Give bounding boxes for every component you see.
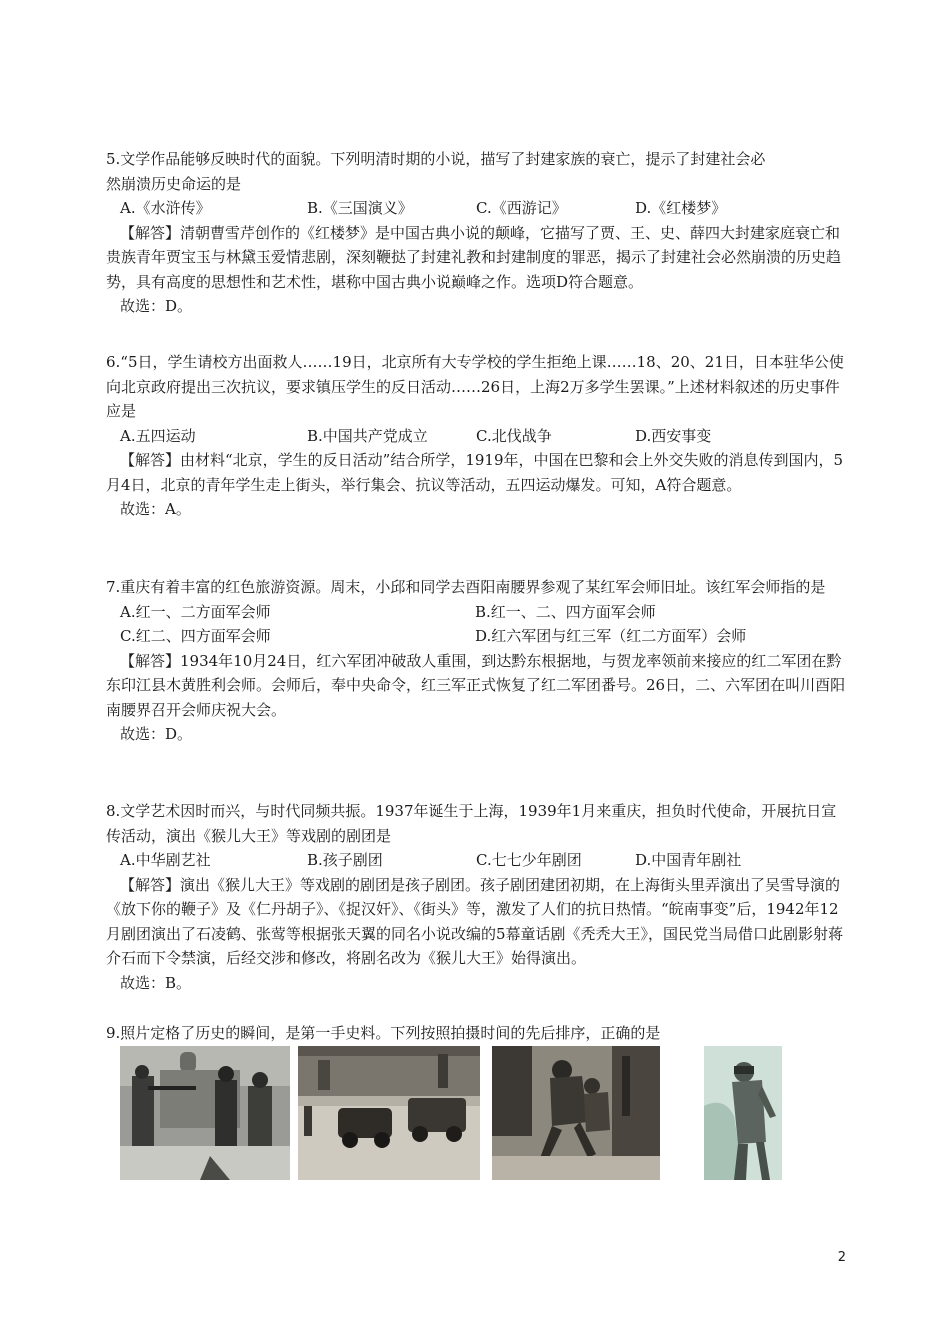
option-d: D.西安事变: [635, 426, 712, 445]
question-7-options-row-1: [106, 600, 846, 625]
question-8: [106, 799, 846, 995]
question-5-choice: 故选：D。: [120, 297, 193, 315]
question-8-stem: 8.文学艺术因时而兴，与时代同频共振。1937年诞生于上海，1939年1月来重庆，担负时代使命，开展抗日宣传活动，演出《猴儿大王》等戏剧的剧团是: [106, 802, 837, 845]
option-b: B.红一、二、四方面军会师: [475, 602, 656, 621]
option-b: B.《三国演义》: [307, 199, 413, 217]
historical-photo-1: [120, 1046, 290, 1180]
question-7-options-row-2: [106, 624, 846, 649]
question-9-photos: [0, 1046, 950, 1182]
question-9-stem: 9.照片定格了历史的瞬间，是第一手史料。下列按照拍摄时间的先后排序，正确的是: [106, 1024, 661, 1042]
option-d: D.《红楼梦》: [635, 199, 727, 217]
question-6-choice: 故选：A。: [120, 500, 191, 518]
option-a: A.《水浒传》: [120, 199, 211, 217]
option-c: C.红二、四方面军会师: [120, 627, 271, 645]
question-6-answer: 【解答】由材料“北京，学生的反日活动”结合所学，1919年，中国在巴黎和会上外交失败的消息传到国内，5月4日，北京的青年学生走上街头，举行集会、抗议等活动，五四运动爆发。可知，A符合题意。: [106, 451, 844, 494]
option-d: D.中国青年剧社: [635, 851, 742, 869]
historical-photo-3: [492, 1046, 660, 1180]
question-5-answer: 【解答】清朝曹雪芹创作的《红楼梦》是中国古典小说的颠峰，它描写了贾、王、史、薛四大封建家庭衰亡和贵族青年贾宝玉与林黛玉爱情悲剧，深刻鞭挞了封建礼教和封建制度的罪恶，揭示了封建社会必然崩溃的历史趋势，具有高度的思想性和艺术性，堪称中国古典小说巅峰之作。选项D符合题意。: [106, 223, 842, 291]
question-8-options: [106, 848, 846, 873]
question-7: [106, 575, 846, 747]
option-c: C.北伐战争: [476, 426, 552, 445]
option-a: A.五四运动: [120, 426, 196, 445]
option-a: A.中华剧艺社: [120, 851, 211, 869]
option-c: C.七七少年剧团: [476, 851, 582, 869]
question-6-stem: 6.“5日，学生请校方出面救人……19日，北京所有大专学校的学生拒绝上课……18、20、21日，日本驻华公使向北京政府提出三次抗议，要求镇压学生的反日活动……26日，上海2万多学生罢课。”上述材料叙述的历史事件应是: [106, 353, 844, 420]
question-7-choice: 故选：D。: [120, 725, 193, 743]
question-6: [106, 350, 846, 522]
question-5-stem-line-1: 5.文学作品能够反映时代的面貌。下列明清时期的小说，描写了封建家族的衰亡，提示了封建社会必: [106, 150, 766, 168]
page-number: 2: [837, 1250, 846, 1265]
question-7-answer: 【解答】1934年10月24日，红六军团冲破敌人重围，到达黔东根据地，与贺龙率领前来接应的红二军团在黔东印江县木黄胜利会师。会师后，奉中央命令，红三军正式恢复了红二军团番号。26日，二、六军团在叫川酉阳南腰界召开会师庆祝大会。: [106, 651, 846, 719]
question-9: [106, 1021, 846, 1046]
question-5: [106, 147, 846, 319]
option-d: D.红六军团与红三军（红二方面军）会师: [475, 627, 747, 645]
historical-photo-4: [704, 1046, 782, 1180]
option-c: C.《西游记》: [476, 199, 567, 217]
option-b: B.中国共产党成立: [307, 426, 428, 445]
question-7-stem: 7.重庆有着丰富的红色旅游资源。周末，小邱和同学去酉阳南腰界参观了某红军会师旧址。该红军会师指的是: [106, 578, 826, 596]
question-5-options: [106, 196, 846, 221]
question-8-choice: 故选：B。: [120, 973, 192, 992]
question-6-options: [106, 424, 846, 449]
question-8-answer: 【解答】演出《猴儿大王》等戏剧的剧团是孩子剧团。孩子剧团建团初期，在上海街头里弄演出了吴雪导演的《放下你的鞭子》及《仁丹胡子》、《捉汉奸》、《街头》等，激发了人们的抗日热情。“皖南事变”后，1942年12月剧团演出了石凌鹤、张莺等根据张天翼的同名小说改编的5幕童话剧《秃秃大王》，国民党当局借口此剧影射蒋介石而下令禁演，后经交涉和修改，将剧名改为《猴儿大王》始得演出。: [106, 875, 844, 967]
historical-photo-2: [298, 1046, 480, 1180]
option-a: A.红一、二方面军会师: [120, 602, 271, 621]
option-b: B.孩子剧团: [307, 851, 383, 869]
question-5-stem-line-2: 然崩溃历史命运的是: [106, 174, 242, 193]
